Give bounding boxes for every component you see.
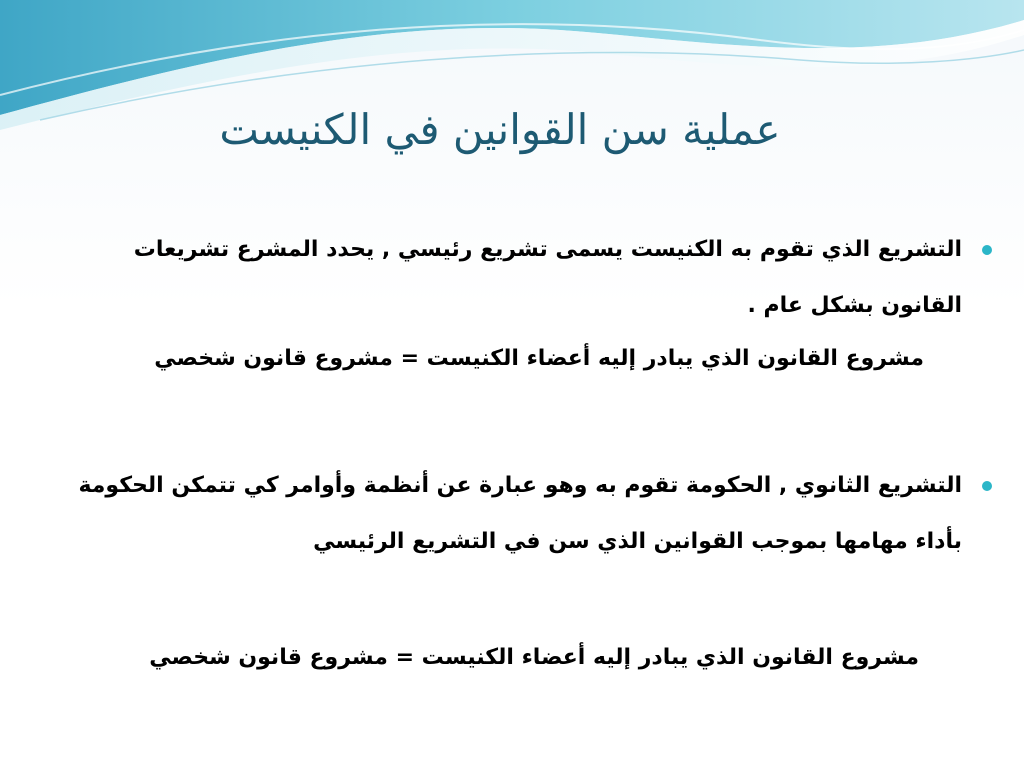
note-text: مشروع القانون الذي يبادر إليه أعضاء الكنيست = مشروع قانون شخصي xyxy=(149,645,919,670)
bullet-text: التشريع الثانوي , الحكومة تقوم به وهو عبارة عن أنظمة وأوامر كي تتمكن الحكومة بأداء مهامها بموجب القوانين الذي سن في التشريع الرئيسي xyxy=(78,473,962,554)
bullet-dot-icon xyxy=(982,481,992,491)
note-text: مشروع القانون الذي يبادر إليه أعضاء الكنيست = مشروع قانون شخصي xyxy=(154,346,924,371)
bullet-item xyxy=(62,458,962,570)
bullet-dot-icon xyxy=(982,245,992,255)
bullet-item xyxy=(62,222,962,334)
bullet-text: التشريع الذي تقوم به الكنيست يسمى تشريع رئيسي , يحدد المشرع تشريعات القانون بشكل عام . xyxy=(133,237,962,318)
slide-title: عملية سن القوانين في الكنيست xyxy=(219,105,781,154)
